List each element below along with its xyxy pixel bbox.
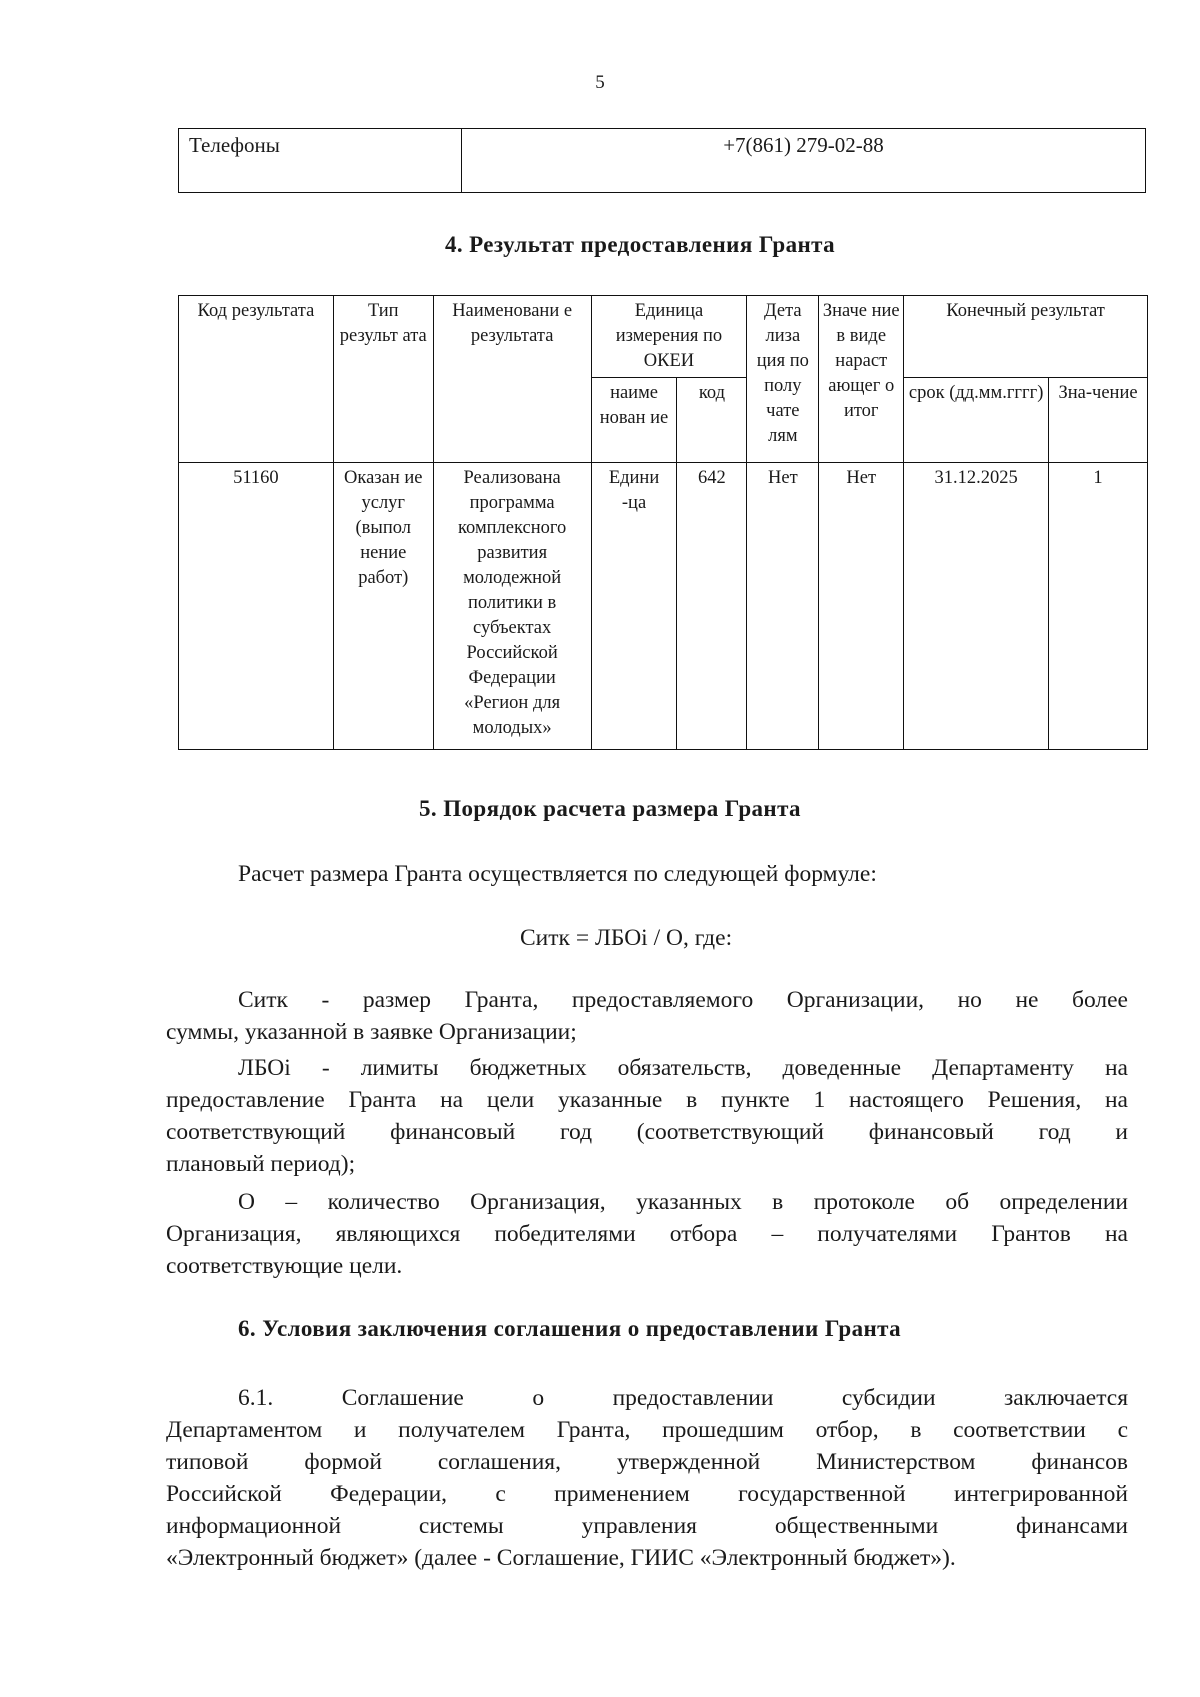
result-table bbox=[178, 295, 1148, 750]
header-cumulative: Значе ние в виде нараст ающег о итог bbox=[819, 296, 904, 463]
definition-line: плановый период); bbox=[166, 1151, 356, 1177]
header-code: Код результата bbox=[179, 296, 334, 463]
header-final: Конечный результат bbox=[904, 296, 1148, 378]
definition-line: соответствующие цели. bbox=[166, 1253, 403, 1279]
cell-cumulative: Нет bbox=[819, 463, 904, 750]
header-deadline: срок (дд.мм.гггг) bbox=[904, 378, 1049, 463]
paragraph-line: типовой формой соглашения, утвержденной Министерством финансов bbox=[166, 1449, 1128, 1475]
section-5-title: 5. Порядок расчета размера Гранта bbox=[419, 796, 801, 821]
cell-detail: Нет bbox=[747, 463, 819, 750]
paragraph-6-1 bbox=[166, 1382, 1128, 1574]
paragraph-line: Российской Федерации, с применением государственной интегрированной bbox=[166, 1481, 1128, 1507]
cell-deadline: 31.12.2025 bbox=[904, 463, 1049, 750]
header-value: Зна-чение bbox=[1049, 378, 1148, 463]
table-row bbox=[179, 463, 1148, 750]
definition-line: ЛБОi - лимиты бюджетных обязательств, доведенные Департаменту на bbox=[238, 1055, 1128, 1081]
paragraph-line: информационной системы управления общественными финансами bbox=[166, 1513, 1128, 1539]
definition-line: суммы, указанной в заявке Организации; bbox=[166, 1019, 577, 1045]
phones-label: Телефоны bbox=[179, 129, 462, 193]
phones-table bbox=[178, 128, 1146, 193]
paragraph-line: Департаментом и получателем Гранта, прошедшим отбор, в соответствии с bbox=[166, 1417, 1128, 1443]
cell-value: 1 bbox=[1049, 463, 1148, 750]
header-unit-code: код bbox=[677, 378, 747, 463]
header-unit: Единица измерения по ОКЕИ bbox=[591, 296, 747, 378]
section-6-title: 6. Условия заключения соглашения о предоставлении Гранта bbox=[238, 1316, 902, 1341]
phones-value: +7(861) 279-02-88 bbox=[462, 129, 1146, 193]
paragraph-line: 6.1. Соглашение о предоставлении субсидии заключается bbox=[238, 1385, 1128, 1411]
page-number: 5 bbox=[595, 72, 605, 93]
definition-o bbox=[166, 1186, 1128, 1282]
cell-code: 51160 bbox=[179, 463, 334, 750]
cell-type: Оказан ие услуг (выпол нение работ) bbox=[333, 463, 433, 750]
header-name: Наименовани е результата bbox=[433, 296, 591, 463]
cell-unit-name: Едини -ца bbox=[591, 463, 677, 750]
formula-intro: Расчет размера Гранта осуществляется по следующей формуле: bbox=[238, 861, 877, 887]
definition-line: предоставление Гранта на цели указанные в пункте 1 настоящего Решения, на bbox=[166, 1087, 1128, 1113]
cell-unit-code: 642 bbox=[677, 463, 747, 750]
definition-sitk bbox=[166, 984, 1128, 1048]
definition-line: Ситк - размер Гранта, предоставляемого Организации, но не более bbox=[238, 987, 1128, 1013]
section-4-title: 4. Результат предоставления Гранта bbox=[444, 232, 836, 257]
definition-lboi bbox=[166, 1052, 1128, 1180]
header-detail: Дета лиза ция по полу чате лям bbox=[747, 296, 819, 463]
formula: Ситк = ЛБОi / О, где: bbox=[520, 925, 733, 951]
definition-line: Организация, являющихся победителями отбора – получателями Грантов на bbox=[166, 1221, 1128, 1247]
cell-name: Реализована программа комплексного развития молодежной политики в субъектах Российской Федерации «Регион для молодых» bbox=[433, 463, 591, 750]
definition-line: соответствующий финансовый год (соответствующий финансовый год и bbox=[166, 1119, 1128, 1145]
definition-line: О – количество Организация, указанных в протоколе об определении bbox=[238, 1189, 1128, 1215]
paragraph-line: «Электронный бюджет» (далее - Соглашение, ГИИС «Электронный бюджет»). bbox=[166, 1545, 956, 1571]
header-type: Тип результ ата bbox=[333, 296, 433, 463]
header-unit-name: наиме нован ие bbox=[591, 378, 677, 463]
